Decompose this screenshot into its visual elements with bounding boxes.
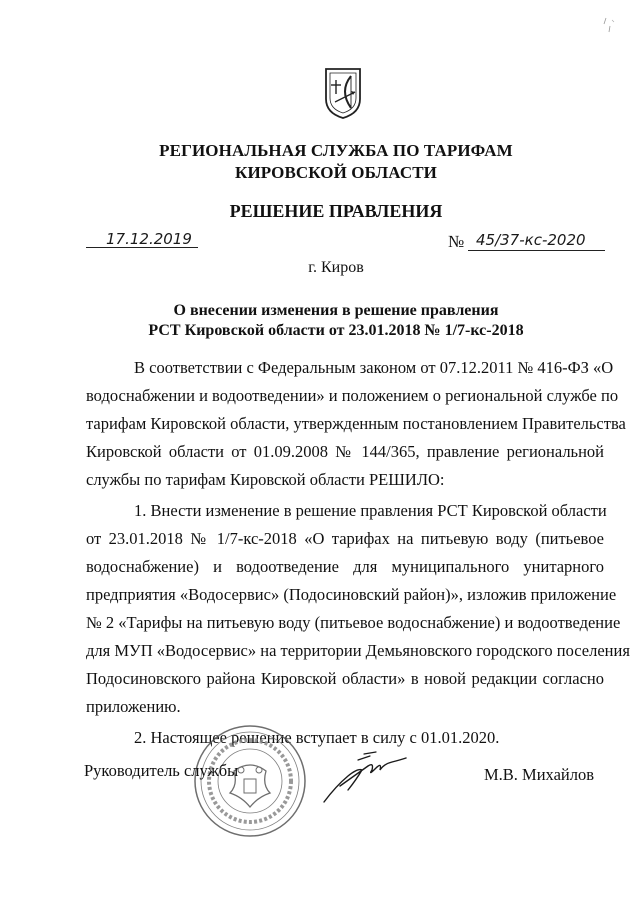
- signer-position: Руководитель службы: [84, 761, 239, 780]
- item1-line: приложению.: [86, 697, 181, 716]
- item1-line: водоснабжение) и водоотведение для муниципального унитарного: [86, 557, 604, 576]
- signer-name: М.В. Михайлов: [484, 765, 595, 784]
- item1-line: для МУП «Водосервис» на территории Демьяновского городского поселения: [86, 641, 630, 660]
- subject-line1: О внесении изменения в решение правления: [173, 302, 499, 319]
- city: г. Киров: [308, 259, 364, 276]
- item1-line: предприятия «Водосервис» (Подосиновский район)», изложив приложение: [86, 585, 617, 604]
- organization-name-line1: РЕГИОНАЛЬНАЯ СЛУЖБА ПО ТАРИФАМ: [159, 141, 513, 160]
- decision-date: 17.12.2019: [106, 230, 192, 248]
- item1-line: № 2 «Тарифы на питьевую воду (питьевое водоснабжение) и водоотведение: [86, 613, 621, 632]
- handwritten-signature: [318, 746, 410, 808]
- number-sign: №: [448, 232, 465, 251]
- coat-of-arms-emblem: [323, 66, 363, 120]
- item1-line: от 23.01.2018 № 1/7-кс-2018 «О тарифах на питьевую воду (питьевое: [86, 529, 604, 548]
- preamble-line: В соответствии с Федеральным законом от 07.12.2011 № 416-ФЗ «О: [134, 358, 614, 377]
- item1-line: Подосиновского района Кировской области» в новой редакции согласно: [86, 669, 604, 688]
- preamble-line: тарифам Кировской области, утвержденным постановлением Правительства: [86, 414, 626, 433]
- scan-mark-icon: [598, 14, 618, 38]
- preamble-line: водоснабжении и водоотведении» и положением о региональной службе по: [86, 386, 619, 405]
- subject-line2: РСТ Кировской области от 23.01.2018 № 1/7-кс-2018: [148, 322, 524, 339]
- number-underline: [468, 250, 605, 251]
- organization-name-line2: КИРОВСКОЙ ОБЛАСТИ: [235, 163, 437, 182]
- preamble-line: Кировской области от 01.09.2008 № 144/365, правление региональной: [86, 442, 604, 461]
- item1-line: 1. Внести изменение в решение правления РСТ Кировской области: [134, 501, 607, 520]
- document-type-title: РЕШЕНИЕ ПРАВЛЕНИЯ: [229, 201, 443, 221]
- decision-number: 45/37-кс-2020: [476, 231, 586, 249]
- preamble-line: службы по тарифам Кировской области РЕШИЛО:: [86, 470, 445, 489]
- item2-line: 2. Настоящее решение вступает в силу с 01.01.2020.: [134, 728, 500, 747]
- date-underline: [86, 247, 198, 248]
- official-seal-stamp: [192, 723, 308, 839]
